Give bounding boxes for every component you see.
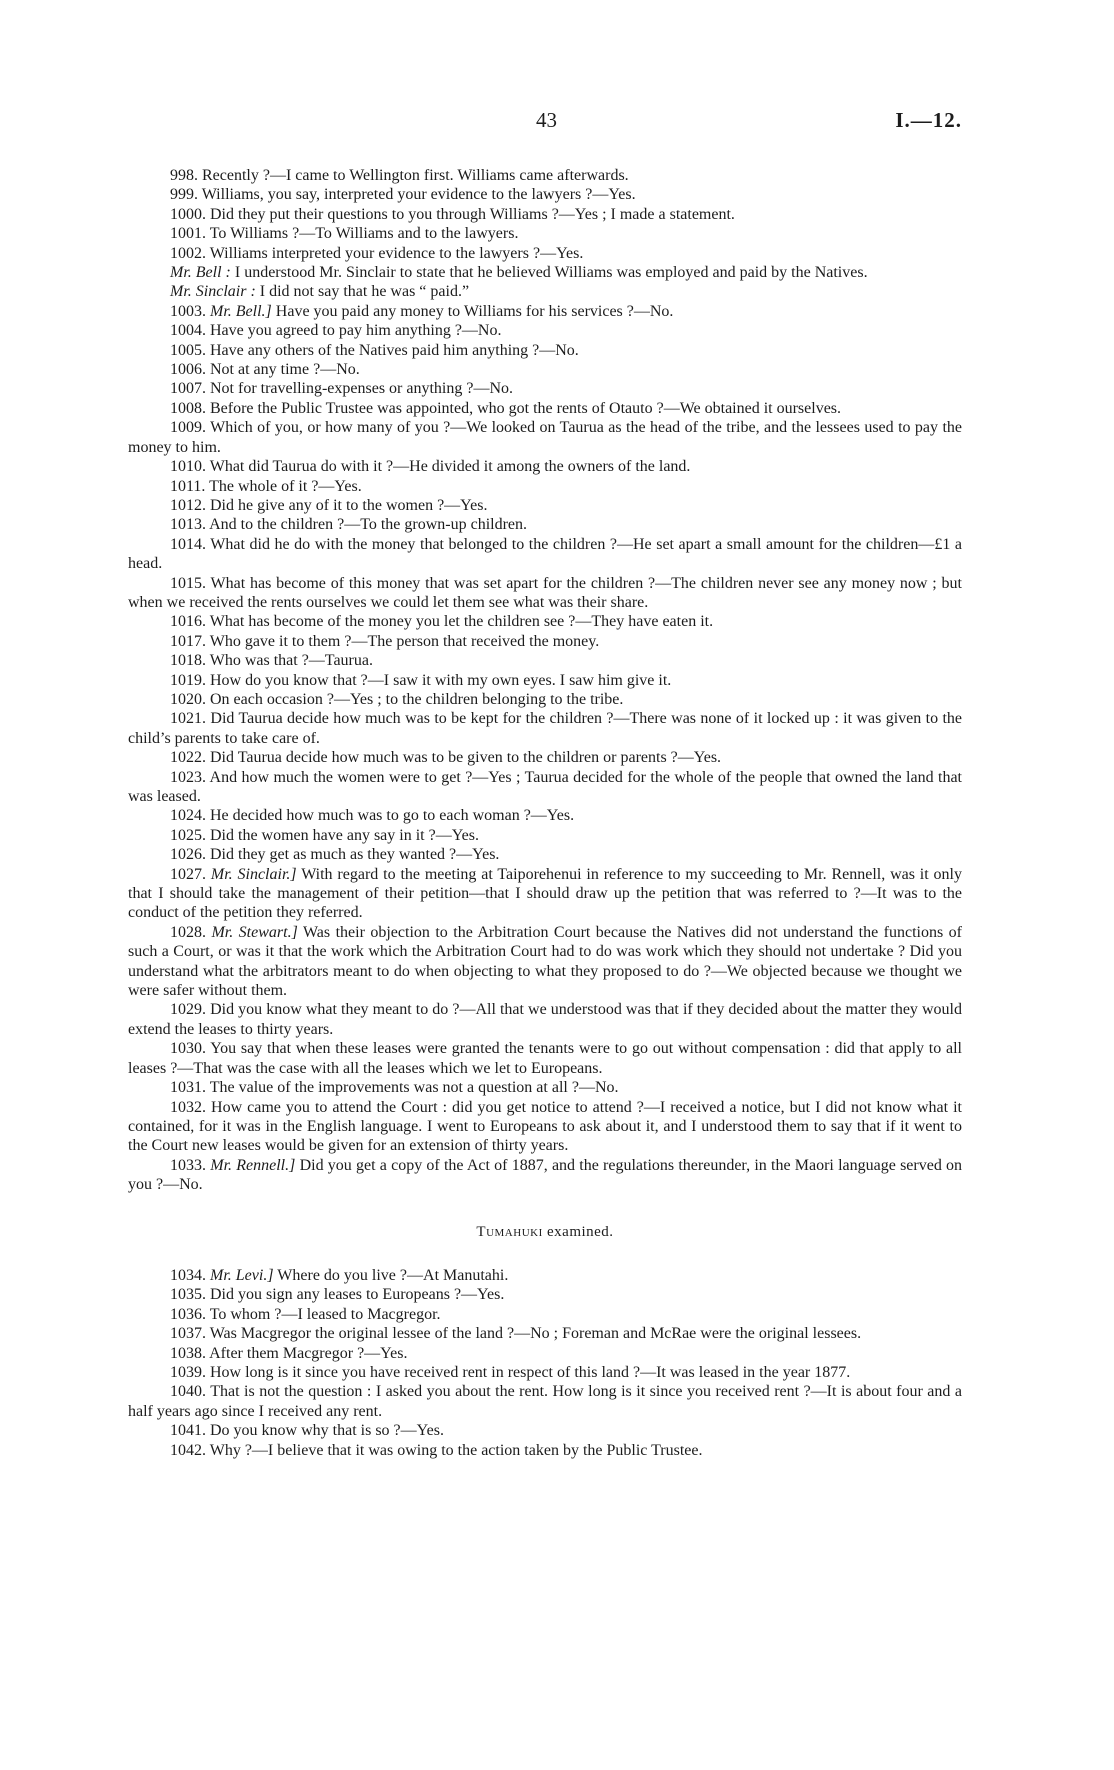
paragraph-text: Was Macgregor the original lessee of the land ?—No ; Foreman and McRae were the original lessees.: [209, 1325, 862, 1343]
section-heading-suffix: examined.: [547, 1223, 614, 1240]
paragraph-text: Did you get a copy of the Act of 1887, and the regulations thereunder, in the Maori language served on you ?—No.: [128, 1156, 963, 1194]
question-number: 1033.: [170, 1156, 206, 1174]
section-heading: [128, 1223, 962, 1242]
question-number: 1038.: [170, 1344, 206, 1362]
testimony-paragraph: [128, 1421, 962, 1440]
speaker-name: Mr. Stewart.]: [211, 923, 298, 941]
paragraph-text: The whole of it ?—Yes.: [209, 477, 362, 495]
paragraph-text: On each occasion ?—Yes ; to the children belonging to the tribe.: [210, 690, 624, 708]
witness-name: Tumahuki: [476, 1223, 543, 1240]
question-number: 1040.: [170, 1383, 206, 1401]
testimony-paragraph: [128, 865, 962, 923]
question-number: 1001.: [170, 225, 206, 243]
paragraph-text: Who gave it to them ?—The person that received the money.: [209, 632, 600, 650]
question-number: 1017.: [170, 632, 206, 650]
testimony-block-1: [128, 166, 962, 1195]
testimony-paragraph: [128, 826, 962, 845]
testimony-paragraph: [128, 244, 962, 263]
testimony-paragraph: [128, 224, 962, 243]
testimony-paragraph: [128, 321, 962, 340]
paragraph-text: I understood Mr. Sinclair to state that he believed Williams was employed and paid by the Natives.: [234, 264, 868, 282]
paragraph-text: To Williams ?—To Williams and to the lawyers.: [209, 225, 519, 243]
testimony-paragraph: [128, 748, 962, 767]
paragraph-text: What has become of the money you let the children see ?—They have eaten it.: [209, 613, 714, 631]
paragraph-text: Did they put their questions to you through Williams ?—Yes ; I made a statement.: [210, 205, 735, 223]
speaker-name: Mr. Levi.]: [210, 1266, 274, 1284]
question-number: 1037.: [170, 1325, 206, 1343]
paragraph-text: Not at any time ?—No.: [210, 361, 360, 379]
paragraph-text: Did you know what they meant to do ?—All that we understood was that if they decided about the matter they would extend the leases to thirty years.: [128, 1001, 963, 1038]
question-number: 1034.: [170, 1266, 206, 1284]
testimony-paragraph: [128, 1266, 962, 1285]
paragraph-text: Why ?—I believe that it was owing to the action taken by the Public Trustee.: [209, 1441, 703, 1459]
paragraph-text: Did Taurua decide how much was to be kept for the children ?—There was none of it locked up : it was given to the child’s parents to take care of.: [128, 710, 962, 747]
paragraph-text: Did you sign any leases to Europeans ?—Yes.: [210, 1286, 505, 1304]
testimony-paragraph: [128, 282, 962, 301]
question-number: 1021.: [170, 710, 206, 728]
question-number: 1025.: [170, 826, 206, 844]
question-number: 1022.: [170, 749, 206, 767]
question-number: 999.: [170, 186, 198, 204]
testimony-paragraph: [128, 768, 962, 807]
question-number: 1014.: [170, 535, 206, 553]
paragraph-text: Have you paid any money to Williams for his services ?—No.: [275, 302, 674, 320]
question-number: 1008.: [170, 399, 206, 417]
testimony-paragraph: [128, 690, 962, 709]
question-number: 1039.: [170, 1363, 206, 1381]
paragraph-text: Do you know why that is so ?—Yes.: [210, 1422, 444, 1440]
testimony-paragraph: [128, 379, 962, 398]
paragraph-text: How came you to attend the Court : did you get notice to attend ?—I received a notice, but I did not know what it contained, for it was in the English language. I went to Europeans to ask about it, and I understood them to say that if it went to the Court new leases would be given for an extension of thirty years.: [128, 1098, 963, 1155]
testimony-paragraph: [128, 1441, 962, 1460]
paragraph-text: Williams, you say, interpreted your evidence to the lawyers ?—Yes.: [201, 186, 636, 204]
testimony-paragraph: [128, 1382, 962, 1421]
testimony-paragraph: [128, 709, 962, 748]
testimony-paragraph: [128, 1305, 962, 1324]
question-number: 1003.: [170, 302, 206, 320]
question-number: 1028.: [170, 923, 206, 941]
paragraph-text: Before the Public Trustee was appointed, who got the rents of Otauto ?—We obtained it ourselves.: [210, 399, 842, 417]
paragraph-text: I did not say that he was “ paid.”: [259, 283, 470, 301]
speaker-name: Mr. Sinclair.]: [210, 865, 297, 883]
testimony-block-2: [128, 1266, 962, 1460]
question-number: 1018.: [170, 652, 206, 670]
paragraph-text: Where do you live ?—At Manutahi.: [277, 1266, 509, 1284]
testimony-paragraph: [128, 806, 962, 825]
paragraph-text: Have you agreed to pay him anything ?—No.: [210, 322, 502, 340]
paragraph-text: Did he give any of it to the women ?—Yes.: [210, 496, 488, 514]
question-number: 1024.: [170, 807, 206, 825]
testimony-paragraph: [128, 632, 962, 651]
speaker-name: Mr. Bell :: [170, 264, 231, 282]
question-number: 1015.: [170, 574, 206, 592]
paragraph-text: You say that when these leases were granted the tenants were to go out without compensation : did that apply to all leases ?—That was the case with all the leases which we let to Europeans.: [128, 1040, 962, 1077]
testimony-paragraph: [128, 418, 962, 457]
document-reference: I.—12.: [895, 108, 962, 132]
paragraph-text: Recently ?—I came to Wellington first. Williams came afterwards.: [202, 167, 629, 184]
paragraph-text: Did the women have any say in it ?—Yes.: [210, 826, 479, 844]
testimony-paragraph: [128, 205, 962, 224]
question-number: 1030.: [170, 1040, 206, 1058]
testimony-paragraph: [128, 360, 962, 379]
paragraph-text: What did Taurua do with it ?—He divided it among the owners of the land.: [209, 458, 691, 476]
question-number: 1029.: [170, 1001, 206, 1019]
question-number: 1026.: [170, 846, 206, 864]
question-number: 1035.: [170, 1286, 206, 1304]
paragraph-text: Not for travelling-expenses or anything ?—No.: [210, 380, 514, 398]
paragraph-text: Which of you, or how many of you ?—We looked on Taurua as the head of the tribe, and the lessees used to pay the money to him.: [128, 419, 962, 456]
testimony-paragraph: [128, 185, 962, 204]
paragraph-text: Did Taurua decide how much was to be given to the children or parents ?—Yes.: [210, 749, 722, 767]
paragraph-text: Was their objection to the Arbitration Court because the Natives did not understand the functions of such a Court, or was it that the work which the Arbitration Court had to do was work which they should not undertake ? Did you understand what the arbitrators meant to do when objecting to what they proposed to do ?—We objected because we thought we were safer without them.: [128, 923, 962, 1000]
testimony-paragraph: [128, 671, 962, 690]
question-number: 1031.: [170, 1079, 206, 1097]
testimony-paragraph: [128, 535, 962, 574]
question-number: 1010.: [170, 458, 206, 476]
paragraph-text: Have any others of the Natives paid him anything ?—No.: [210, 341, 579, 359]
question-number: 1009.: [170, 419, 206, 437]
testimony-paragraph: [128, 457, 962, 476]
testimony-paragraph: [128, 574, 962, 613]
paragraph-text: What has become of this money that was set apart for the children ?—The children never see any money now ; but when we received the rents ourselves we could let them see what was their share.: [128, 574, 963, 611]
question-number: 1005.: [170, 341, 206, 359]
question-number: 1006.: [170, 361, 206, 379]
question-number: 1027.: [170, 865, 206, 883]
question-number: 1011.: [170, 477, 206, 495]
question-number: 1002.: [170, 244, 206, 262]
paragraph-text: How do you know that ?—I saw it with my own eyes. I saw him give it.: [210, 671, 672, 689]
question-number: 998.: [170, 167, 198, 184]
testimony-paragraph: [128, 612, 962, 631]
paragraph-text: And how much the women were to get ?—Yes ; Taurua decided for the whole of the people that owned the land that was leased.: [128, 768, 962, 805]
paragraph-text: And to the children ?—To the grown-up children.: [209, 516, 528, 534]
testimony-paragraph: [128, 515, 962, 534]
document-body: [128, 166, 962, 1460]
question-number: 1007.: [170, 380, 206, 398]
testimony-paragraph: [128, 496, 962, 515]
testimony-paragraph: [128, 1363, 962, 1382]
paragraph-text: How long is it since you have received rent in respect of this land ?—It was leased in the year 1877.: [210, 1363, 851, 1381]
paragraph-text: What did he do with the money that belonged to the children ?—He set apart a small amount for the children—£1 a head.: [128, 535, 962, 573]
question-number: 1032.: [170, 1098, 206, 1116]
question-number: 1036.: [170, 1305, 206, 1323]
testimony-paragraph: [128, 1156, 962, 1195]
testimony-paragraph: [128, 1344, 962, 1363]
question-number: 1020.: [170, 690, 206, 708]
question-number: 1016.: [170, 613, 206, 631]
paragraph-text: With regard to the meeting at Taiporehenui in reference to my succeeding to Mr. Rennell, was it only that I should take the management of their petition—that I should draw up the petition that was referred to ?—It was to the conduct of the petition they referred.: [128, 865, 962, 922]
testimony-paragraph: [128, 399, 962, 418]
testimony-paragraph: [128, 263, 962, 282]
testimony-paragraph: [128, 1000, 962, 1039]
testimony-paragraph: [128, 923, 962, 1001]
question-number: 1041.: [170, 1422, 206, 1440]
question-number: 1042.: [170, 1441, 206, 1459]
paragraph-text: The value of the improvements was not a question at all ?—No.: [209, 1079, 619, 1097]
question-number: 1023.: [170, 768, 206, 786]
speaker-name: Mr. Bell.]: [210, 302, 272, 320]
paragraph-text: To whom ?—I leased to Macgregor.: [209, 1305, 441, 1323]
question-number: 1004.: [170, 322, 206, 340]
question-number: 1000.: [170, 205, 206, 223]
question-number: 1013.: [170, 516, 206, 534]
testimony-paragraph: [128, 1324, 962, 1343]
testimony-paragraph: [128, 341, 962, 360]
paragraph-text: Who was that ?—Taurua.: [209, 652, 373, 670]
page-number: 43: [536, 108, 557, 132]
speaker-name: Mr. Sinclair :: [170, 283, 256, 301]
testimony-paragraph: [128, 1078, 962, 1097]
testimony-paragraph: [128, 1098, 962, 1156]
page-header: [0, 108, 1114, 138]
paragraph-text: He decided how much was to go to each woman ?—Yes.: [210, 807, 575, 825]
paragraph-text: Williams interpreted your evidence to the lawyers ?—Yes.: [209, 244, 584, 262]
question-number: 1019.: [170, 671, 206, 689]
testimony-paragraph: [128, 845, 962, 864]
testimony-paragraph: [128, 302, 962, 321]
testimony-paragraph: [128, 477, 962, 496]
speaker-name: Mr. Rennell.]: [210, 1156, 296, 1174]
question-number: 1012.: [170, 496, 206, 514]
testimony-paragraph: [128, 1285, 962, 1304]
testimony-paragraph: [128, 651, 962, 670]
paragraph-text: After them Macgregor ?—Yes.: [209, 1344, 408, 1362]
paragraph-text: Did they get as much as they wanted ?—Yes.: [210, 846, 500, 864]
testimony-paragraph: [128, 166, 962, 185]
paragraph-text: That is not the question : I asked you about the rent. How long is it since you received rent ?—It is about four and a half years ago since I received any rent.: [128, 1383, 963, 1420]
testimony-paragraph: [128, 1039, 962, 1078]
